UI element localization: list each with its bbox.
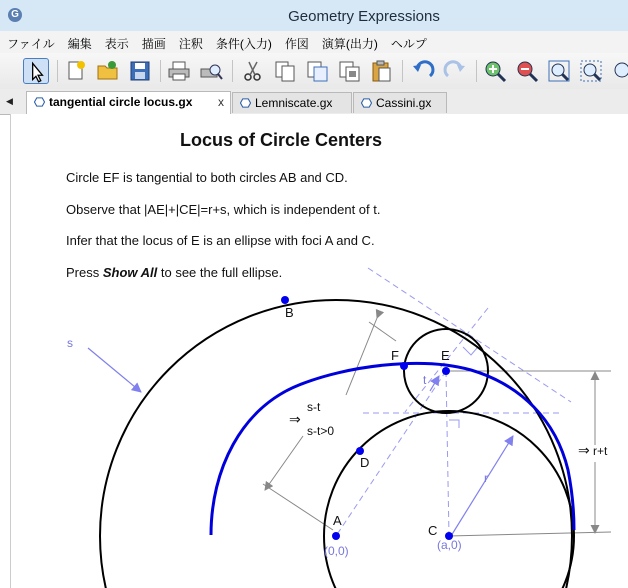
menu-help[interactable]: ヘルプ [390, 37, 427, 51]
label-t: t [423, 373, 427, 387]
coord-a: (0,0) [324, 544, 349, 558]
title-bar [0, 0, 628, 32]
circle-cd[interactable] [324, 411, 574, 588]
label-r: r [484, 471, 488, 485]
document-hex-icon [240, 98, 251, 108]
tab-lemniscate[interactable] [232, 92, 352, 113]
point-a[interactable] [332, 532, 340, 540]
press-suffix: to see the full ellipse. [157, 265, 283, 280]
zoom-window-icon[interactable] [578, 58, 604, 84]
line-e-to-c[interactable] [446, 371, 449, 536]
zoom-in-icon[interactable] [482, 58, 508, 84]
point-b[interactable] [281, 296, 289, 304]
tab-bar [0, 89, 628, 115]
menu-constrain[interactable]: 条件(入力) [215, 37, 272, 51]
window-title: Geometry Expressions [288, 8, 440, 25]
implies-arrow-rt: ⇒ [578, 442, 590, 458]
tab-tangential-circle-locus[interactable] [26, 91, 231, 114]
press-prefix: Press [66, 265, 103, 280]
zoom-out-icon[interactable] [514, 58, 540, 84]
paragraph-tangential: Circle EF is tangential to both circles AB and CD. [66, 170, 348, 185]
tab-label: tangential circle locus.gx [49, 95, 193, 109]
paste-icon[interactable] [368, 58, 394, 84]
label-c: C [428, 523, 438, 538]
zoom-more-icon[interactable] [610, 58, 628, 84]
geometry-figure[interactable] [11, 114, 628, 588]
point-e[interactable] [442, 367, 450, 375]
dim-arrow-st-up[interactable] [346, 318, 377, 395]
right-angle-marker-bottom [449, 420, 459, 428]
new-file-icon[interactable] [63, 58, 89, 84]
menu-calculate[interactable]: 演算(出力) [321, 37, 378, 51]
undo-icon[interactable] [410, 58, 436, 84]
open-folder-icon[interactable] [95, 58, 121, 84]
tab-label: Cassini.gx [376, 96, 432, 110]
line-e-to-a[interactable] [336, 371, 446, 536]
menu-view[interactable]: 表示 [104, 37, 129, 51]
tab-label: Lemniscate.gx [255, 96, 333, 110]
arrow-r[interactable] [451, 436, 513, 536]
tab-scroll-left-icon[interactable]: ◀ [6, 96, 13, 106]
zoom-fit-icon[interactable] [546, 58, 572, 84]
menu-bar [0, 31, 628, 53]
dim-extension-top [369, 322, 396, 341]
label-b: B [285, 305, 294, 320]
dim-extension-bottom [263, 484, 333, 530]
menu-edit[interactable]: 編集 [67, 37, 92, 51]
save-disk-icon[interactable] [127, 58, 153, 84]
paragraph-observe: Observe that |AE|+|CE|=r+s, which is independent of t. [66, 202, 381, 217]
label-s: s [67, 336, 73, 350]
redo-icon[interactable] [442, 58, 468, 84]
print-icon[interactable] [166, 58, 192, 84]
document-title: Locus of Circle Centers [179, 130, 383, 150]
arrow-s[interactable] [88, 348, 141, 392]
point-d[interactable] [356, 447, 364, 455]
print-preview-icon[interactable] [198, 58, 224, 84]
tab-close-icon[interactable]: x [218, 95, 224, 109]
menu-annotate[interactable]: 注釈 [178, 37, 203, 51]
label-a: A [333, 513, 342, 528]
dim-extension-r-bottom [449, 532, 611, 536]
tab-cassini[interactable] [353, 92, 447, 113]
copy-icon[interactable] [272, 58, 298, 84]
document-hex-icon [361, 98, 372, 108]
dim-label-st-condition: s-t>0 [307, 424, 335, 438]
copy-format-icon[interactable] [304, 58, 330, 84]
toolbar [0, 53, 628, 90]
point-f[interactable] [400, 362, 408, 370]
right-angle-marker-top [463, 347, 477, 355]
cut-scissors-icon[interactable] [240, 58, 266, 84]
menu-file[interactable]: ファイル [7, 37, 55, 51]
show-all-emphasis: Show All [102, 265, 158, 280]
menu-construct[interactable]: 作図 [284, 37, 309, 51]
menu-draw[interactable]: 描画 [141, 37, 166, 51]
label-f: F [391, 348, 399, 363]
app-icon[interactable]: G [8, 8, 22, 22]
label-e: E [441, 348, 450, 363]
dim-label-rt: r+t [593, 444, 608, 458]
dim-label-st: s-t [307, 400, 321, 414]
copy-special-icon[interactable] [336, 58, 362, 84]
document-hex-icon [34, 97, 45, 107]
document-canvas[interactable] [10, 114, 628, 588]
coord-c: (a,0) [437, 538, 462, 552]
paragraph-infer: Infer that the locus of E is an ellipse with foci A and C. [66, 233, 375, 248]
label-d: D [360, 455, 370, 470]
select-arrow-icon[interactable] [23, 58, 49, 84]
implies-arrow-st: ⇒ [289, 411, 301, 427]
dim-arrow-st-down[interactable] [265, 436, 303, 490]
